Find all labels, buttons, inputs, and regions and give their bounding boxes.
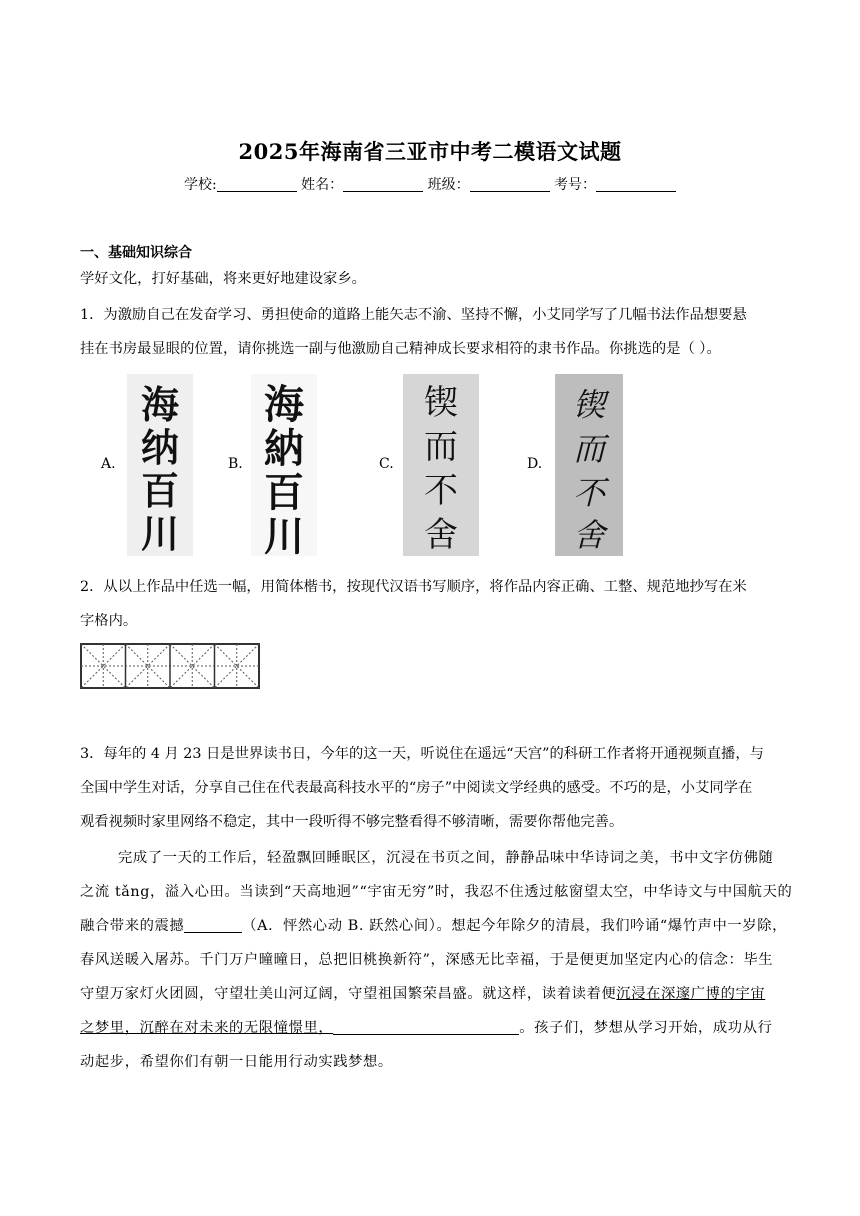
- calligraphy-c-svg: [403, 374, 479, 556]
- callig-b-char-2: 納: [264, 426, 304, 472]
- callig-a-char-3: 百: [140, 468, 180, 513]
- q1-line2: 挂在书房最显眼的位置，请你挑选一副与他激励自己精神成长要求相符的隶书作品。你挑选的是（ ）。: [80, 341, 721, 357]
- q2-line2: 字格内。: [80, 613, 138, 629]
- passage-line3: [80, 915, 787, 935]
- mi-grid-svg: [80, 643, 260, 689]
- page-title: 2025年海南省三亚市中考二模语文试题: [238, 139, 622, 164]
- passage-line6: [80, 1017, 773, 1037]
- q3-line1: 3．每年的 4 月 23 日是世界读书日，今年的这一天，听说住在遥远“天宫”的科研工作者将开通视频直播，与: [80, 746, 764, 762]
- callig-a-char-4: 川: [140, 511, 180, 556]
- callig-b-char-3: 百: [264, 470, 304, 516]
- passage-line1: 完成了一天的工作后，轻盈飘回睡眠区，沉浸在书页之间，静静品味中华诗词之美，书中文字仿佛随: [118, 850, 774, 866]
- calligraphy-d-image: [555, 374, 623, 556]
- callig-c-char-3: 不: [424, 471, 458, 511]
- callig-b-char-4: 川: [264, 514, 304, 556]
- callig-c-char-1: 锲: [424, 383, 458, 423]
- name-blank: [343, 177, 423, 192]
- q2-line1: 2．从以上作品中任选一幅，用简体楷书，按现代汉语书写顺序，将作品内容正确、工整、规范地抄写在米: [80, 579, 747, 595]
- passage-line5: [80, 983, 765, 1003]
- passage-line4: 春风送暖入屠苏。千门万户曈曈日，总把旧桃换新符”，深感无比幸福，于是便更加坚定内心的信念：毕生: [80, 952, 774, 968]
- exam-number-label: 考号：: [554, 177, 597, 193]
- calligraphy-a-image: [127, 374, 193, 556]
- callig-c-char-2: 而: [424, 427, 458, 467]
- section-intro: 学好文化，打好基础，将来更好地建设家乡。: [80, 271, 366, 287]
- callig-d-char-2: 而: [572, 430, 606, 468]
- underlined-phrase-2: 之梦里，沉醉在对未来的无限憧憬里，: [80, 1020, 334, 1036]
- calligraphy-b-svg: [251, 374, 317, 556]
- passage-line7: 动起步，希望你们有朝一日能用行动实践梦想。: [80, 1054, 393, 1070]
- q3-line3: 观看视频时家里网络不稳定，其中一段听得不够完整看得不够清晰，需要你帮他完善。: [80, 814, 624, 830]
- exam-number-blank: [596, 177, 676, 192]
- calligraphy-c-image: [403, 374, 479, 556]
- calligraphy-a-svg: [127, 374, 193, 556]
- callig-a-char-1: 海: [140, 382, 180, 427]
- underlined-phrase-1: 沉浸在深邃广博的宇宙: [616, 986, 766, 1002]
- option-b-label: B.: [228, 456, 243, 472]
- school-blank: [217, 177, 297, 192]
- q1-line1: 1．为激励自己在发奋学习、勇担使命的道路上能矢志不渝、坚持不懈，小艾同学写了几幅书法作品想要悬: [80, 307, 747, 323]
- passage-line6-b: 。孩子们，梦想从学习开始，成功从行: [519, 1020, 773, 1036]
- passage-line3-a: 融合带来的震撼: [80, 918, 185, 934]
- school-label: 学校:: [183, 177, 217, 193]
- callig-d-char-4: 舍: [572, 516, 606, 554]
- answer-blank-2[interactable]: [333, 1020, 519, 1035]
- callig-d-char-1: 锲: [572, 386, 606, 424]
- student-info-line: [0, 174, 860, 194]
- name-label: 姓名：: [301, 177, 344, 193]
- answer-blank-1[interactable]: [184, 918, 242, 933]
- callig-b-char-1: 海: [264, 382, 304, 428]
- option-a-label: A.: [101, 456, 116, 472]
- passage-line2: 之流 tǎng，溢入心田。当读到“天高地迥”“宇宙无穷”时，我忍不住透过舷窗望太空，中华诗文与中国航天的: [80, 884, 793, 900]
- section-heading: 一、基础知识综合: [80, 245, 192, 261]
- calligraphy-b-image: [251, 374, 317, 556]
- passage-line5-a: 守望万家灯火团圆，守望壮美山河辽阔，守望祖国繁荣昌盛。就这样，读着读着便: [80, 986, 617, 1002]
- class-blank: [470, 177, 550, 192]
- option-d-label: D.: [527, 456, 543, 472]
- calligraphy-d-svg: [555, 374, 623, 556]
- option-c-label: C.: [379, 456, 394, 472]
- q3-line2: 全国中学生对话，分享自己住在代表最高科技水平的“房子”中阅读文学经典的感受。不巧的是，小艾同学在: [80, 780, 753, 796]
- mi-character-grid[interactable]: [80, 643, 260, 689]
- callig-c-char-4: 舍: [424, 515, 458, 555]
- class-label: 班级：: [427, 177, 470, 193]
- passage-line3-b: （A．怦然心动 B. 跃然心间）。想起今年除夕的清晨，我们吟诵“爆竹声中一岁除，: [242, 918, 787, 934]
- callig-d-char-3: 不: [572, 474, 606, 512]
- callig-a-char-2: 纳: [140, 425, 180, 470]
